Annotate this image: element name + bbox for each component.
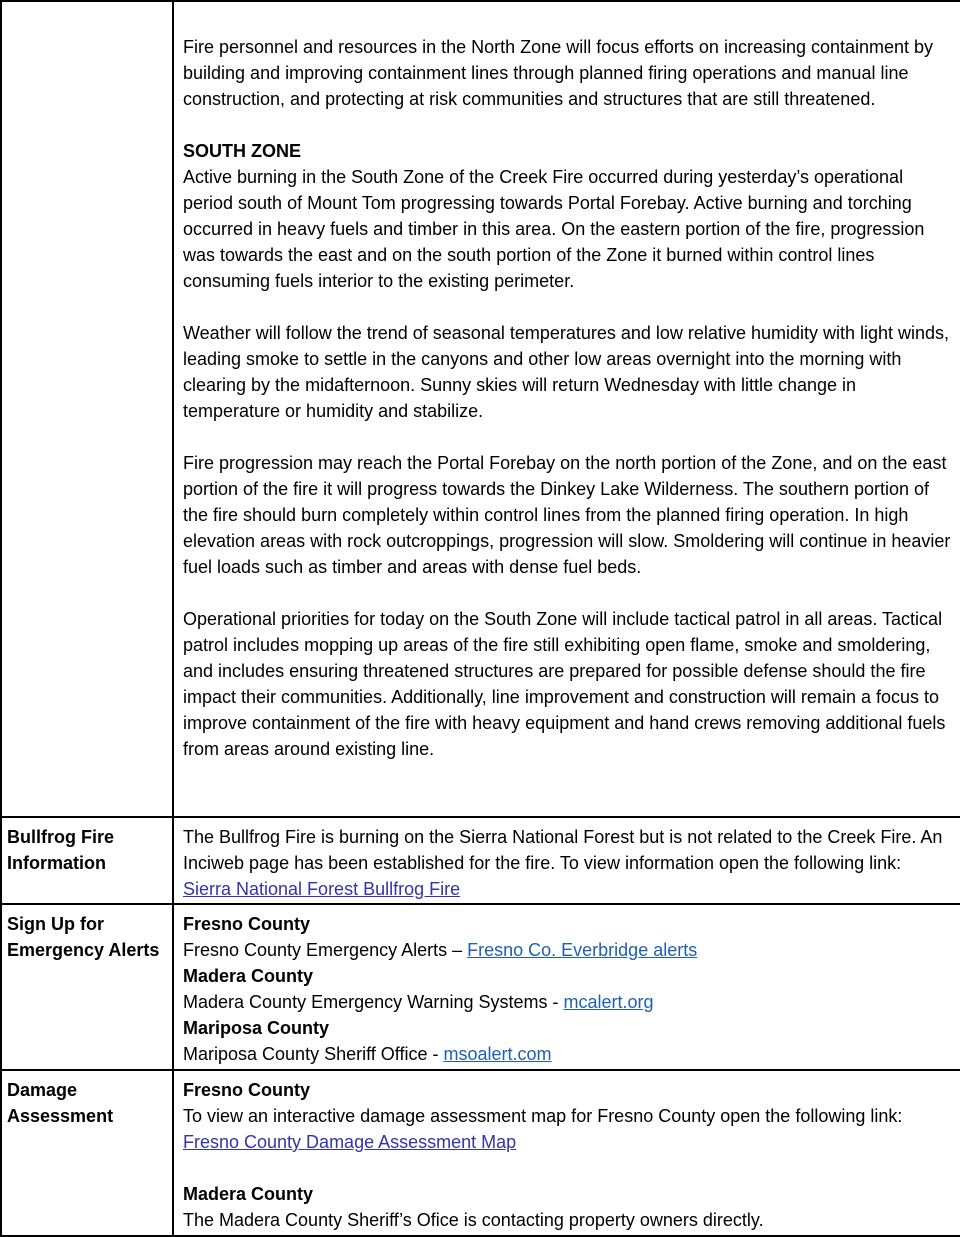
madera-alerts-line	[183, 989, 952, 1015]
south-zone-paragraph: Active burning in the South Zone of the Creek Fire occurred during yesterday’s operational period south of Mount Tom progressing towards Portal Forebay. Active burning and torching occurred in heavy fuels and timber in this area. On the eastern portion of the fire, progression was towards the east and on the south portion of the Zone it burned within control lines consuming fuels interior to the existing perimeter.	[183, 167, 925, 291]
mcalert-link[interactable]: mcalert.org	[563, 992, 654, 1012]
alerts-content	[173, 904, 960, 1070]
fresno-damage-heading: Fresno County	[183, 1080, 311, 1100]
madera-alerts-text: Madera County Emergency Warning Systems -	[183, 992, 564, 1012]
bullfrog-label: Bullfrog Fire Information	[7, 827, 114, 873]
operational-priorities-paragraph: Operational priorities for today on the South Zone will include tactical patrol in all areas. Tactical patrol includes mopping up areas of the fire still exhibiting open flame, smoke and smoldering, and includes ensuring threatened structures are prepared for possible defense should the fire impact their communities. Additionally, line improvement and construction will remain a focus to improve containment of the fire with heavy equipment and hand crews removing additional fuels from areas around existing line.	[183, 609, 946, 759]
fresno-alerts-text: Fresno County Emergency Alerts –	[183, 940, 468, 960]
madera-damage-text: The Madera County Sheriff’s Ofice is contacting property owners directly.	[183, 1210, 764, 1230]
south-zone-heading: SOUTH ZONE	[183, 141, 302, 161]
fresno-damage-text: To view an interactive damage assessment map for Fresno County open the following link:	[183, 1106, 903, 1126]
north-zone-paragraph: Fire personnel and resources in the North Zone will focus efforts on increasing containment by building and improving containment lines through planned firing operations and manual line construction, and protecting at risk communities and structures that are still threatened.	[183, 37, 934, 109]
bullfrog-paragraph	[183, 824, 952, 902]
bullfrog-text: The Bullfrog Fire is burning on the Sierra National Forest but is not related to the Creek Fire. An Inciweb page has been established for the fire. To view information open the following link:	[183, 827, 943, 873]
damage-row	[1, 1070, 960, 1236]
mariposa-alerts-heading: Mariposa County	[183, 1018, 330, 1038]
msoalert-link[interactable]: msoalert.com	[443, 1044, 552, 1064]
bullfrog-row	[1, 817, 960, 904]
alerts-row	[1, 904, 960, 1070]
mariposa-alerts-line	[183, 1041, 952, 1067]
fresno-damage-map-link[interactable]: Fresno County Damage Assessment Map	[183, 1132, 517, 1152]
weather-paragraph: Weather will follow the trend of seasonal temperatures and low relative humidity with light winds, leading smoke to settle in the canyons and other low areas overnight into the morning with clearing by the midafternoon. Sunny skies will return Wednesday with little change in temperature or humidity and stabilize.	[183, 323, 950, 421]
damage-label: Damage Assessment	[7, 1080, 114, 1126]
madera-alerts-heading: Madera County	[183, 966, 314, 986]
damage-content	[173, 1070, 960, 1236]
fresno-everbridge-link[interactable]: Fresno Co. Everbridge alerts	[467, 940, 698, 960]
alerts-label: Sign Up for Emergency Alerts	[7, 914, 160, 960]
bullfrog-inciweb-link[interactable]: Sierra National Forest Bullfrog Fire	[183, 879, 461, 899]
fresno-alerts-line	[183, 937, 952, 963]
zone-operations-label-cell	[1, 1, 173, 817]
fire-progression-paragraph: Fire progression may reach the Portal Forebay on the north portion of the Zone, and on the east portion of the fire it will progress towards the Dinkey Lake Wilderness. The southern portion of the fire should burn completely within control lines from the planned firing operation. In high elevation areas with rock outcroppings, progression will slow. Smoldering will continue in heavier fuel loads such as timber and areas with dense fuel beds.	[183, 453, 951, 577]
alerts-label-cell	[1, 904, 173, 1070]
zone-operations-row	[1, 1, 960, 817]
fresno-damage-line	[183, 1103, 952, 1155]
damage-label-cell	[1, 1070, 173, 1236]
mariposa-alerts-text: Mariposa County Sheriff Office -	[183, 1044, 444, 1064]
madera-damage-heading: Madera County	[183, 1184, 314, 1204]
bullfrog-content	[173, 817, 960, 904]
bullfrog-label-cell	[1, 817, 173, 904]
fresno-alerts-heading: Fresno County	[183, 914, 311, 934]
zone-operations-content	[173, 1, 960, 817]
